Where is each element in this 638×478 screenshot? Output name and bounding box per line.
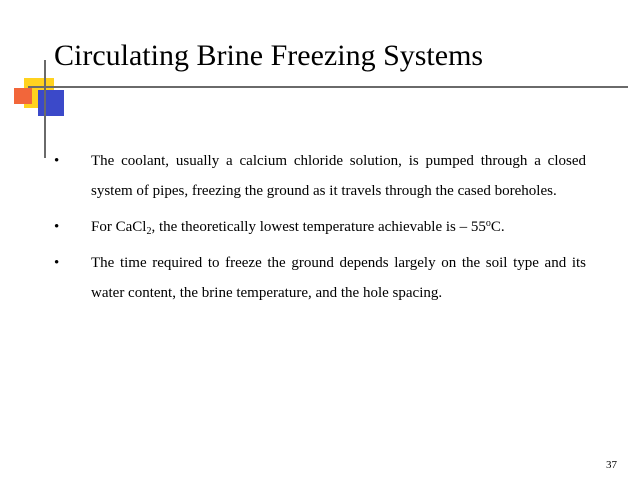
bullet-dot: • (54, 255, 60, 271)
slide-title: Circulating Brine Freezing Systems (54, 39, 484, 72)
blue-square (38, 90, 64, 116)
bullet-text (91, 212, 586, 242)
bullet-item (54, 146, 586, 206)
bullet-item (54, 212, 586, 242)
bullet-text-part: For CaCl (91, 219, 147, 235)
vertical-rule (44, 60, 46, 158)
page-number: 37 (606, 459, 617, 471)
subscript: 2 (146, 226, 152, 237)
red-square (14, 88, 32, 104)
horizontal-rule (28, 86, 628, 88)
bullet-dot: • (54, 153, 60, 169)
superscript: o (485, 218, 491, 229)
bullet-text: The time required to freeze the ground depends largely on the soil type and its water content, the brine temperature, and the hole spacing. (91, 255, 586, 301)
bullet-dot: • (54, 219, 60, 235)
bullet-text-part: C. (490, 219, 505, 235)
bullet-text: The coolant, usually a calcium chloride solution, is pumped through a closed system of pipes, freezing the ground as it travels through the cased boreholes. (91, 153, 586, 199)
bullet-text-part: , the theoretically lowest temperature achievable is – 55 (151, 219, 486, 235)
bullet-item (54, 248, 586, 308)
bullet-list (54, 146, 586, 308)
